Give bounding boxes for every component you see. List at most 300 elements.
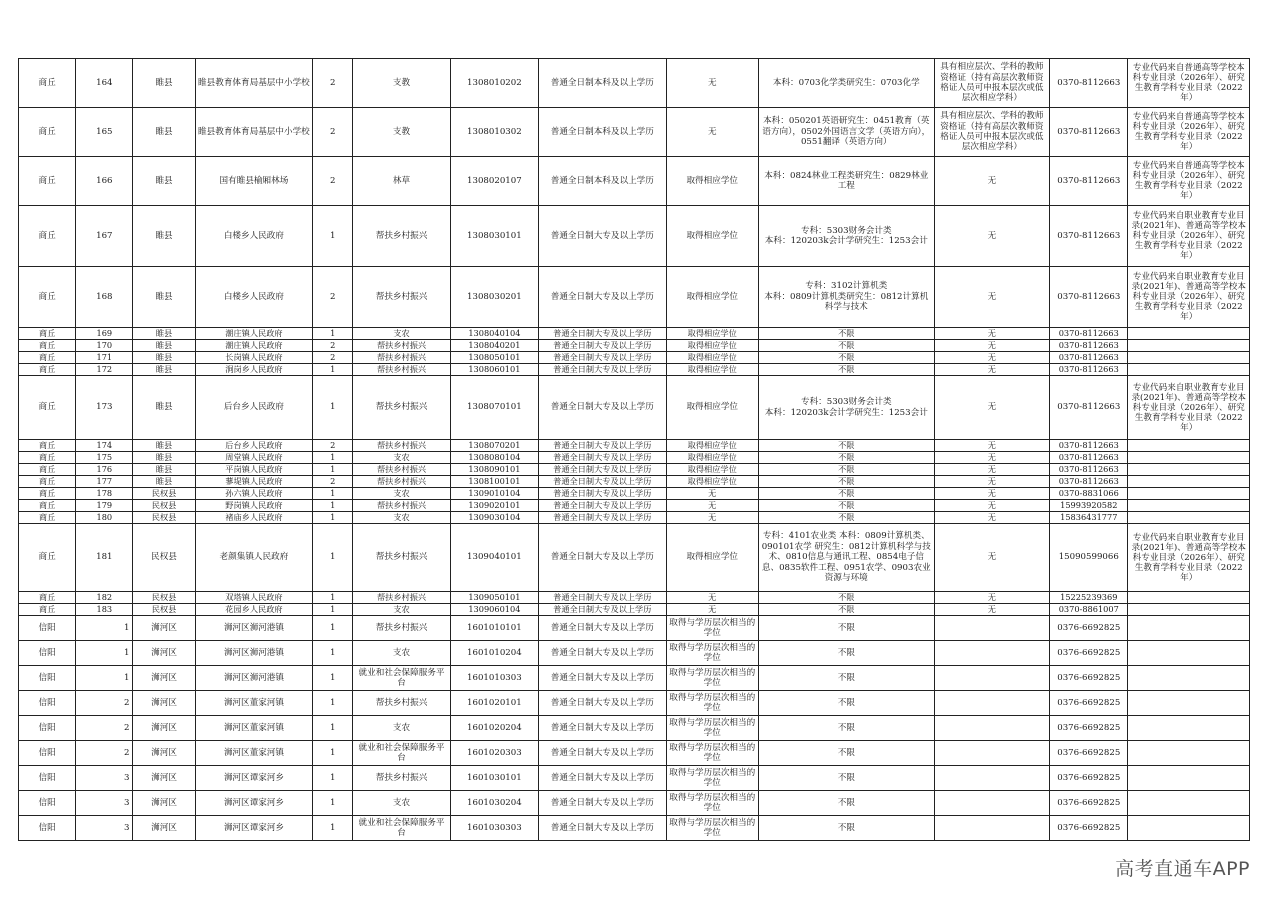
table-row — [19, 108, 1250, 157]
cell-region: 信阳 — [19, 716, 76, 741]
cell-post-type: 帮扶乡村振兴 — [353, 206, 450, 267]
cell-unit: 周堂镇人民政府 — [195, 452, 312, 464]
cell-remarks: 专业代码来自普通高等学校本科专业目录（2026年）、研究生教育学科专业目录（2022年） — [1128, 108, 1250, 157]
cell-count: 1 — [313, 488, 353, 500]
cell-post-type: 帮扶乡村振兴 — [353, 616, 450, 641]
cell-qualification: 无 — [934, 500, 1049, 512]
cell-education: 普通全日制大专及以上学历 — [539, 352, 667, 364]
cell-qualification — [934, 666, 1049, 691]
cell-phone: 0370-8112663 — [1050, 108, 1128, 157]
table-row — [19, 206, 1250, 267]
cell-education: 普通全日制大专及以上学历 — [539, 206, 667, 267]
cell-count: 1 — [313, 666, 353, 691]
cell-index: 176 — [76, 464, 133, 476]
cell-degree: 取得相应学位 — [666, 267, 758, 328]
cell-major: 不限 — [758, 488, 934, 500]
cell-count: 1 — [313, 791, 353, 816]
cell-index: 170 — [76, 340, 133, 352]
cell-qualification — [934, 766, 1049, 791]
cell-county: 浉河区 — [133, 691, 195, 716]
cell-qualification: 无 — [934, 364, 1049, 376]
cell-post-type: 帮扶乡村振兴 — [353, 376, 450, 440]
watermark-text: 高考直通车APP — [1115, 858, 1250, 880]
cell-degree: 取得与学历层次相当的学位 — [666, 741, 758, 766]
cell-post-code: 1308030201 — [450, 267, 538, 328]
cell-remarks — [1128, 666, 1250, 691]
cell-region: 商丘 — [19, 452, 76, 464]
cell-post-type: 支农 — [353, 488, 450, 500]
cell-unit: 双塔镇人民政府 — [195, 592, 312, 604]
cell-major: 不限 — [758, 476, 934, 488]
recruitment-table — [18, 58, 1250, 841]
cell-phone: 0376-6692825 — [1050, 766, 1128, 791]
cell-county: 睢县 — [133, 452, 195, 464]
cell-index: 179 — [76, 500, 133, 512]
cell-phone: 0370-8861007 — [1050, 604, 1128, 616]
cell-degree: 取得与学历层次相当的学位 — [666, 641, 758, 666]
cell-post-code: 1601010101 — [450, 616, 538, 641]
table-row — [19, 766, 1250, 791]
cell-count: 1 — [313, 691, 353, 716]
cell-region: 商丘 — [19, 267, 76, 328]
cell-count: 2 — [313, 352, 353, 364]
cell-phone: 0376-6692825 — [1050, 741, 1128, 766]
table-row — [19, 604, 1250, 616]
cell-remarks — [1128, 512, 1250, 524]
cell-index: 172 — [76, 364, 133, 376]
cell-county: 睢县 — [133, 364, 195, 376]
cell-post-code: 1308010202 — [450, 59, 538, 108]
cell-major: 不限 — [758, 716, 934, 741]
cell-education: 普通全日制大专及以上学历 — [539, 524, 667, 592]
cell-post-code: 1601010204 — [450, 641, 538, 666]
cell-post-code: 1601010303 — [450, 666, 538, 691]
cell-major: 专科：5303财务会计类 本科：120203k会计学研究生：1253会计 — [758, 206, 934, 267]
cell-index: 2 — [76, 741, 133, 766]
cell-major: 不限 — [758, 816, 934, 841]
cell-unit: 平岗镇人民政府 — [195, 464, 312, 476]
cell-post-type: 帮扶乡村振兴 — [353, 476, 450, 488]
cell-region: 商丘 — [19, 488, 76, 500]
cell-region: 商丘 — [19, 352, 76, 364]
cell-major: 不限 — [758, 464, 934, 476]
cell-remarks: 专业代码来自职业教育专业目录(2021年)、普通高等学校本科专业目录（2026年）、研究生教育学科专业目录（2022年） — [1128, 206, 1250, 267]
cell-education: 普通全日制大专及以上学历 — [539, 512, 667, 524]
cell-major: 不限 — [758, 791, 934, 816]
cell-degree: 取得相应学位 — [666, 452, 758, 464]
cell-degree: 取得与学历层次相当的学位 — [666, 816, 758, 841]
cell-education: 普通全日制大专及以上学历 — [539, 592, 667, 604]
table-row — [19, 524, 1250, 592]
cell-major: 不限 — [758, 364, 934, 376]
cell-post-type: 就业和社会保障服务平台 — [353, 816, 450, 841]
cell-phone: 0376-6692825 — [1050, 616, 1128, 641]
cell-count: 1 — [313, 604, 353, 616]
cell-region: 信阳 — [19, 741, 76, 766]
cell-qualification — [934, 691, 1049, 716]
cell-degree: 无 — [666, 512, 758, 524]
cell-count: 1 — [313, 512, 353, 524]
cell-degree: 取得与学历层次相当的学位 — [666, 716, 758, 741]
cell-unit: 白楼乡人民政府 — [195, 206, 312, 267]
cell-remarks: 专业代码来自普通高等学校本科专业目录（2026年）、研究生教育学科专业目录（2022年） — [1128, 59, 1250, 108]
cell-unit: 老颜集镇人民政府 — [195, 524, 312, 592]
cell-degree: 无 — [666, 108, 758, 157]
cell-post-type: 帮扶乡村振兴 — [353, 592, 450, 604]
cell-post-code: 1308040104 — [450, 328, 538, 340]
cell-index: 1 — [76, 616, 133, 641]
cell-index: 183 — [76, 604, 133, 616]
cell-post-type: 林草 — [353, 157, 450, 206]
cell-county: 睢县 — [133, 352, 195, 364]
cell-post-code: 1309050101 — [450, 592, 538, 604]
cell-qualification: 无 — [934, 476, 1049, 488]
cell-post-type: 帮扶乡村振兴 — [353, 766, 450, 791]
cell-degree: 取得相应学位 — [666, 376, 758, 440]
cell-degree: 取得相应学位 — [666, 340, 758, 352]
cell-count: 2 — [313, 59, 353, 108]
cell-unit: 浉河区浉河港镇 — [195, 641, 312, 666]
cell-county: 睢县 — [133, 157, 195, 206]
cell-major: 不限 — [758, 641, 934, 666]
cell-major: 本科：0703化学类研究生：0703化学 — [758, 59, 934, 108]
cell-post-code: 1308070201 — [450, 440, 538, 452]
cell-phone: 0376-6692825 — [1050, 641, 1128, 666]
cell-phone: 0370-8112663 — [1050, 440, 1128, 452]
cell-post-type: 帮扶乡村振兴 — [353, 364, 450, 376]
table-row — [19, 440, 1250, 452]
cell-qualification: 无 — [934, 592, 1049, 604]
cell-county: 民权县 — [133, 512, 195, 524]
cell-qualification: 无 — [934, 440, 1049, 452]
cell-post-type: 支农 — [353, 604, 450, 616]
cell-region: 商丘 — [19, 206, 76, 267]
table-row — [19, 476, 1250, 488]
cell-count: 2 — [313, 476, 353, 488]
cell-remarks: 专业代码来自普通高等学校本科专业目录（2026年）、研究生教育学科专业目录（2022年） — [1128, 157, 1250, 206]
cell-post-type: 帮扶乡村振兴 — [353, 691, 450, 716]
cell-qualification — [934, 816, 1049, 841]
table-row — [19, 741, 1250, 766]
cell-post-type: 支农 — [353, 716, 450, 741]
cell-post-type: 帮扶乡村振兴 — [353, 500, 450, 512]
cell-qualification: 无 — [934, 512, 1049, 524]
table-row — [19, 157, 1250, 206]
cell-major: 本科：0824林业工程类研究生：0829林业工程 — [758, 157, 934, 206]
cell-qualification: 无 — [934, 267, 1049, 328]
cell-qualification: 无 — [934, 464, 1049, 476]
cell-education: 普通全日制大专及以上学历 — [539, 488, 667, 500]
table-row — [19, 691, 1250, 716]
cell-remarks — [1128, 716, 1250, 741]
cell-education: 普通全日制大专及以上学历 — [539, 364, 667, 376]
cell-unit: 花园乡人民政府 — [195, 604, 312, 616]
cell-region: 信阳 — [19, 666, 76, 691]
cell-qualification — [934, 641, 1049, 666]
table-row — [19, 616, 1250, 641]
cell-count: 1 — [313, 816, 353, 841]
cell-phone: 0376-6692825 — [1050, 791, 1128, 816]
cell-education: 普通全日制大专及以上学历 — [539, 267, 667, 328]
cell-phone: 0370-8112663 — [1050, 476, 1128, 488]
cell-post-type: 帮扶乡村振兴 — [353, 524, 450, 592]
cell-index: 2 — [76, 691, 133, 716]
cell-education: 普通全日制大专及以上学历 — [539, 464, 667, 476]
cell-major: 不限 — [758, 352, 934, 364]
cell-degree: 无 — [666, 488, 758, 500]
cell-major: 专科：3102计算机类 本科：0809计算机类研究生：0812计算机科学与技术 — [758, 267, 934, 328]
cell-major: 不限 — [758, 512, 934, 524]
cell-region: 信阳 — [19, 791, 76, 816]
cell-post-code: 1309060104 — [450, 604, 538, 616]
cell-index: 177 — [76, 476, 133, 488]
cell-post-code: 1309030104 — [450, 512, 538, 524]
cell-post-code: 1601020204 — [450, 716, 538, 741]
cell-post-code: 1308050101 — [450, 352, 538, 364]
table-row — [19, 512, 1250, 524]
table-row — [19, 452, 1250, 464]
cell-county: 浉河区 — [133, 741, 195, 766]
cell-qualification: 无 — [934, 452, 1049, 464]
cell-degree: 取得与学历层次相当的学位 — [666, 616, 758, 641]
cell-county: 浉河区 — [133, 716, 195, 741]
cell-remarks — [1128, 452, 1250, 464]
cell-major: 不限 — [758, 604, 934, 616]
cell-phone: 0370-8112663 — [1050, 352, 1128, 364]
cell-education: 普通全日制大专及以上学历 — [539, 440, 667, 452]
cell-degree: 无 — [666, 500, 758, 512]
cell-education: 普通全日制大专及以上学历 — [539, 791, 667, 816]
cell-major: 不限 — [758, 666, 934, 691]
cell-region: 商丘 — [19, 364, 76, 376]
cell-count: 1 — [313, 524, 353, 592]
cell-region: 信阳 — [19, 766, 76, 791]
cell-major: 不限 — [758, 340, 934, 352]
cell-degree: 取得与学历层次相当的学位 — [666, 791, 758, 816]
cell-count: 2 — [313, 267, 353, 328]
table-row — [19, 500, 1250, 512]
cell-qualification: 具有相应层次、学科的教师资格证（持有高层次教师资格证人员可申报本层次或低层次相应学科） — [934, 108, 1049, 157]
cell-qualification: 无 — [934, 352, 1049, 364]
cell-count: 1 — [313, 500, 353, 512]
cell-unit: 浉河区谭家河乡 — [195, 816, 312, 841]
table-row — [19, 464, 1250, 476]
cell-qualification: 无 — [934, 206, 1049, 267]
cell-remarks — [1128, 641, 1250, 666]
cell-education: 普通全日制大专及以上学历 — [539, 476, 667, 488]
cell-county: 民权县 — [133, 488, 195, 500]
cell-post-code: 1601030204 — [450, 791, 538, 816]
cell-region: 信阳 — [19, 616, 76, 641]
cell-unit: 国有睢县榆厢林场 — [195, 157, 312, 206]
cell-county: 浉河区 — [133, 816, 195, 841]
cell-region: 商丘 — [19, 157, 76, 206]
cell-region: 商丘 — [19, 376, 76, 440]
cell-unit: 野岗镇人民政府 — [195, 500, 312, 512]
table-row — [19, 488, 1250, 500]
cell-remarks: 专业代码来自职业教育专业目录(2021年)、普通高等学校本科专业目录（2026年）、研究生教育学科专业目录（2022年） — [1128, 376, 1250, 440]
cell-unit: 褚庙乡人民政府 — [195, 512, 312, 524]
cell-education: 普通全日制本科及以上学历 — [539, 59, 667, 108]
cell-count: 2 — [313, 157, 353, 206]
cell-count: 1 — [313, 364, 353, 376]
cell-education: 普通全日制大专及以上学历 — [539, 741, 667, 766]
cell-education: 普通全日制大专及以上学历 — [539, 641, 667, 666]
cell-major: 不限 — [758, 691, 934, 716]
cell-remarks — [1128, 464, 1250, 476]
cell-major: 不限 — [758, 500, 934, 512]
cell-unit: 潮庄镇人民政府 — [195, 340, 312, 352]
cell-region: 商丘 — [19, 464, 76, 476]
cell-education: 普通全日制大专及以上学历 — [539, 616, 667, 641]
table-row — [19, 328, 1250, 340]
cell-count: 1 — [313, 641, 353, 666]
cell-region: 商丘 — [19, 604, 76, 616]
cell-remarks — [1128, 604, 1250, 616]
cell-county: 睢县 — [133, 440, 195, 452]
cell-region: 商丘 — [19, 524, 76, 592]
table-row — [19, 340, 1250, 352]
cell-post-code: 1308040201 — [450, 340, 538, 352]
cell-remarks — [1128, 500, 1250, 512]
cell-county: 睢县 — [133, 340, 195, 352]
table-row — [19, 376, 1250, 440]
cell-county: 浉河区 — [133, 766, 195, 791]
cell-unit: 浉河区董家河镇 — [195, 716, 312, 741]
table-row — [19, 267, 1250, 328]
cell-region: 商丘 — [19, 59, 76, 108]
cell-post-code: 1308010302 — [450, 108, 538, 157]
cell-remarks: 专业代码来自职业教育专业目录(2021年)、普通高等学校本科专业目录（2026年）、研究生教育学科专业目录（2022年） — [1128, 267, 1250, 328]
cell-degree: 取得相应学位 — [666, 476, 758, 488]
cell-index: 3 — [76, 791, 133, 816]
cell-region: 商丘 — [19, 340, 76, 352]
cell-post-code: 1308060101 — [450, 364, 538, 376]
table-row — [19, 791, 1250, 816]
cell-degree: 取得与学历层次相当的学位 — [666, 666, 758, 691]
table-row — [19, 666, 1250, 691]
cell-post-type: 帮扶乡村振兴 — [353, 352, 450, 364]
cell-phone: 0376-6692825 — [1050, 666, 1128, 691]
cell-county: 浉河区 — [133, 641, 195, 666]
cell-qualification — [934, 716, 1049, 741]
cell-phone: 15225239369 — [1050, 592, 1128, 604]
cell-unit: 浉河区谭家河乡 — [195, 791, 312, 816]
cell-degree: 取得相应学位 — [666, 352, 758, 364]
cell-post-code: 1601030303 — [450, 816, 538, 841]
cell-qualification: 无 — [934, 524, 1049, 592]
cell-county: 睢县 — [133, 267, 195, 328]
table-row — [19, 364, 1250, 376]
cell-degree: 取得相应学位 — [666, 524, 758, 592]
cell-unit: 浉河区董家河镇 — [195, 741, 312, 766]
cell-post-code: 1309010104 — [450, 488, 538, 500]
cell-remarks — [1128, 592, 1250, 604]
table-row — [19, 592, 1250, 604]
cell-count: 1 — [313, 376, 353, 440]
cell-county: 睢县 — [133, 108, 195, 157]
cell-index: 166 — [76, 157, 133, 206]
cell-qualification: 无 — [934, 376, 1049, 440]
cell-phone: 15090599066 — [1050, 524, 1128, 592]
cell-region: 信阳 — [19, 691, 76, 716]
cell-phone: 0370-8112663 — [1050, 464, 1128, 476]
cell-degree: 无 — [666, 592, 758, 604]
cell-degree: 取得相应学位 — [666, 364, 758, 376]
cell-count: 1 — [313, 464, 353, 476]
cell-post-type: 帮扶乡村振兴 — [353, 267, 450, 328]
cell-count: 1 — [313, 741, 353, 766]
cell-region: 商丘 — [19, 108, 76, 157]
cell-post-type: 支农 — [353, 328, 450, 340]
cell-education: 普通全日制大专及以上学历 — [539, 666, 667, 691]
cell-county: 浉河区 — [133, 616, 195, 641]
cell-education: 普通全日制大专及以上学历 — [539, 691, 667, 716]
cell-index: 175 — [76, 452, 133, 464]
cell-post-type: 帮扶乡村振兴 — [353, 440, 450, 452]
cell-qualification: 无 — [934, 488, 1049, 500]
cell-unit: 睢县教育体育局基层中小学校 — [195, 108, 312, 157]
cell-unit: 浉河区谭家河乡 — [195, 766, 312, 791]
cell-index: 2 — [76, 716, 133, 741]
cell-post-code: 1308070101 — [450, 376, 538, 440]
cell-education: 普通全日制大专及以上学历 — [539, 604, 667, 616]
cell-post-code: 1601020101 — [450, 691, 538, 716]
cell-unit: 长岗镇人民政府 — [195, 352, 312, 364]
cell-remarks — [1128, 816, 1250, 841]
cell-index: 164 — [76, 59, 133, 108]
cell-degree: 取得相应学位 — [666, 328, 758, 340]
cell-post-type: 支农 — [353, 512, 450, 524]
cell-remarks — [1128, 741, 1250, 766]
cell-post-code: 1308020107 — [450, 157, 538, 206]
cell-remarks — [1128, 364, 1250, 376]
cell-remarks — [1128, 616, 1250, 641]
cell-index: 178 — [76, 488, 133, 500]
cell-phone: 15993920582 — [1050, 500, 1128, 512]
cell-phone: 0370-8112663 — [1050, 59, 1128, 108]
cell-major: 不限 — [758, 440, 934, 452]
cell-phone: 0370-8831066 — [1050, 488, 1128, 500]
cell-phone: 0370-8112663 — [1050, 206, 1128, 267]
cell-qualification: 无 — [934, 340, 1049, 352]
cell-qualification: 无 — [934, 157, 1049, 206]
cell-county: 睢县 — [133, 206, 195, 267]
cell-phone: 0376-6692825 — [1050, 716, 1128, 741]
cell-phone: 15836431777 — [1050, 512, 1128, 524]
cell-degree: 无 — [666, 59, 758, 108]
cell-county: 睢县 — [133, 476, 195, 488]
cell-county: 睢县 — [133, 376, 195, 440]
table-row — [19, 641, 1250, 666]
cell-degree: 取得相应学位 — [666, 206, 758, 267]
cell-major: 专科：5303财务会计类 本科：120203k会计学研究生：1253会计 — [758, 376, 934, 440]
cell-post-code: 1308100101 — [450, 476, 538, 488]
cell-major: 不限 — [758, 741, 934, 766]
cell-count: 1 — [313, 328, 353, 340]
cell-remarks: 专业代码来自职业教育专业目录(2021年)、普通高等学校本科专业目录（2026年）、研究生教育学科专业目录（2022年） — [1128, 524, 1250, 592]
cell-count: 1 — [313, 716, 353, 741]
cell-region: 商丘 — [19, 500, 76, 512]
cell-education: 普通全日制本科及以上学历 — [539, 157, 667, 206]
table-row — [19, 352, 1250, 364]
cell-remarks — [1128, 340, 1250, 352]
cell-post-type: 支教 — [353, 59, 450, 108]
cell-education: 普通全日制大专及以上学历 — [539, 766, 667, 791]
cell-count: 2 — [313, 108, 353, 157]
cell-count: 1 — [313, 452, 353, 464]
cell-county: 睢县 — [133, 464, 195, 476]
